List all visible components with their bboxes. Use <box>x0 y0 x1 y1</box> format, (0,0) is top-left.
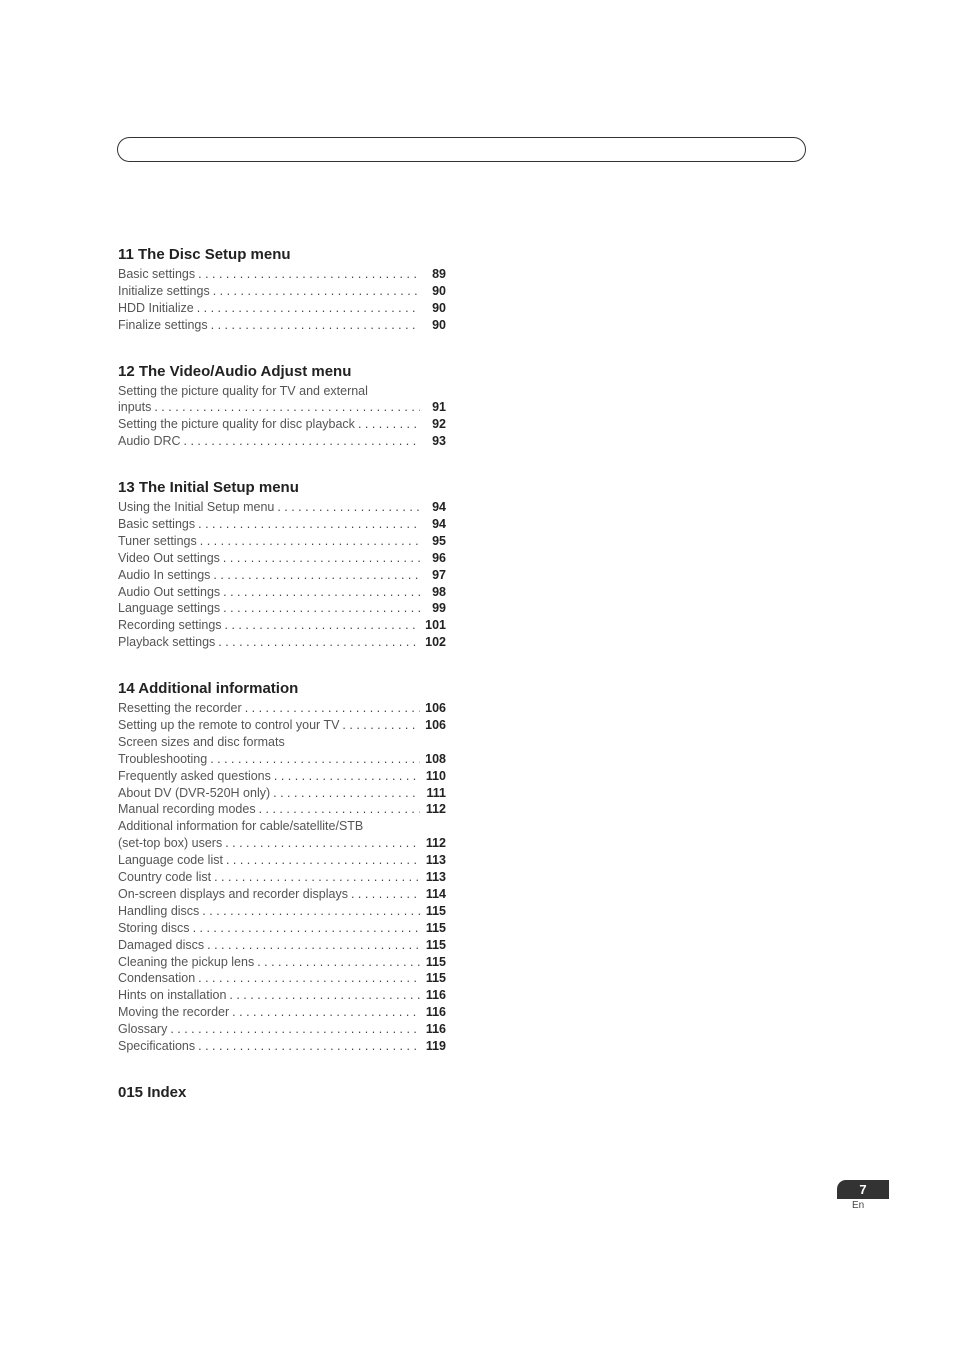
dot-leader <box>198 1038 420 1055</box>
toc-entry[interactable] <box>118 852 446 869</box>
toc-entry[interactable] <box>118 617 446 634</box>
toc-entry-page: 116 <box>425 1022 446 1037</box>
dot-leader <box>207 937 420 954</box>
dot-leader <box>198 516 420 533</box>
toc-entry-page: 98 <box>432 584 446 599</box>
toc-entry-page: 90 <box>432 283 446 298</box>
toc-entry-label: Condensation <box>118 971 196 986</box>
toc-entry-page: 115 <box>425 971 446 986</box>
toc-section <box>118 363 446 451</box>
dot-leader <box>223 600 420 617</box>
toc-entry[interactable] <box>118 954 446 971</box>
section-title[interactable]: 13 The Initial Setup menu <box>118 479 299 497</box>
toc-entry-label: Audio In settings <box>118 567 211 582</box>
toc-entry-label: On-screen displays and recorder displays <box>118 886 348 901</box>
toc-entry-page: 106 <box>425 701 446 716</box>
toc-section <box>118 246 446 334</box>
toc-entry[interactable] <box>118 433 446 450</box>
toc-entry-page: 106 <box>425 718 446 733</box>
toc-entry-label: Manual recording modes <box>118 802 256 817</box>
toc-entry-page: 116 <box>425 1005 446 1020</box>
toc-entry[interactable] <box>118 734 446 751</box>
section-title[interactable]: 12 The Video/Audio Adjust menu <box>118 362 352 380</box>
toc-entry[interactable] <box>118 886 446 903</box>
toc-entry-page: 115 <box>425 954 446 969</box>
toc-entry-label: Additional information for cable/satellite/STB <box>118 819 364 834</box>
toc-entry-label: Resetting the recorder <box>118 701 242 716</box>
toc-entry-label: Video Out settings <box>118 550 220 565</box>
toc-entry[interactable] <box>118 920 446 937</box>
dot-leader <box>232 1004 420 1021</box>
toc-entry-label: Hints on installation <box>118 988 227 1003</box>
toc-entry[interactable] <box>118 283 446 300</box>
dot-leader <box>211 317 420 334</box>
toc-entry[interactable] <box>118 584 446 601</box>
toc-entry-page: 115 <box>425 903 446 918</box>
toc-entry-page: 89 <box>432 267 446 281</box>
toc-entry-label: Playback settings <box>118 635 216 650</box>
toc-entry-page: 90 <box>432 300 446 315</box>
toc-entry-label: Basic settings <box>118 517 196 532</box>
dot-leader <box>245 700 420 717</box>
toc-entry-label: Using the Initial Setup menu <box>118 500 275 515</box>
toc-entry-label: Recording settings <box>118 618 222 633</box>
toc-entry[interactable] <box>118 801 446 818</box>
language-label: En <box>852 1200 865 1211</box>
toc-entry-label: Tuner settings <box>118 533 197 548</box>
toc-entry-page: 113 <box>425 870 446 885</box>
toc-entry-label: Initialize settings <box>118 283 210 298</box>
toc-entry-page: 116 <box>425 988 446 1003</box>
toc-entry-page: 115 <box>425 920 446 935</box>
toc-entry-page: 108 <box>425 751 446 766</box>
toc-entry[interactable] <box>118 1021 446 1038</box>
toc-entry-page: 110 <box>425 768 446 783</box>
toc-entry-page: 94 <box>432 517 446 532</box>
toc-entry-label: Setting the picture quality for disc playback <box>118 417 355 432</box>
toc-entry-label: Storing discs <box>118 920 190 935</box>
toc-section <box>118 680 446 1055</box>
dot-leader <box>170 1021 420 1038</box>
toc-entry-page: 99 <box>432 601 446 616</box>
toc-entry[interactable] <box>118 567 446 584</box>
toc-entry[interactable] <box>118 600 446 617</box>
dot-leader <box>259 801 420 818</box>
dot-leader <box>274 768 420 785</box>
toc-entry[interactable] <box>118 266 446 283</box>
dot-leader <box>223 584 420 601</box>
toc-entry-label: Handling discs <box>118 903 200 918</box>
dot-leader <box>197 300 420 317</box>
dot-leader <box>213 283 420 300</box>
dot-leader <box>225 617 420 634</box>
toc-entry-page: 112 <box>425 802 446 817</box>
toc-entry[interactable] <box>118 1038 446 1055</box>
toc-entry[interactable] <box>118 700 446 717</box>
toc-entry[interactable] <box>118 550 446 567</box>
toc-entry[interactable] <box>118 903 446 920</box>
dot-leader <box>154 399 420 416</box>
toc-entry[interactable] <box>118 634 446 651</box>
dot-leader <box>277 499 420 516</box>
toc-entry[interactable] <box>118 499 446 516</box>
toc-entry-label: Finalize settings <box>118 317 208 332</box>
toc-entry[interactable] <box>118 1004 446 1021</box>
toc-entry-page: 113 <box>425 853 446 868</box>
toc-entry-page: 119 <box>425 1038 446 1053</box>
toc-entry-label: (set-top box) users <box>118 836 223 851</box>
toc-entry-label: Basic settings <box>118 267 196 281</box>
dot-leader <box>223 550 420 567</box>
dot-leader <box>225 835 420 852</box>
toc-entry-page: 102 <box>425 635 446 650</box>
dot-leader <box>198 970 420 987</box>
toc-entry-page: 97 <box>432 567 446 582</box>
toc-entry-label: Screen sizes and disc formats <box>118 734 285 749</box>
dot-leader <box>273 785 420 802</box>
dot-leader <box>200 533 420 550</box>
toc-entry-page: 112 <box>425 836 446 851</box>
toc-entry-label: Language code list <box>118 853 223 868</box>
toc-entry[interactable] <box>118 818 446 835</box>
toc-entry-label: Language settings <box>118 601 221 616</box>
dot-leader <box>257 954 420 971</box>
toc-entry-label: inputs <box>118 400 152 415</box>
toc-entry-page: 92 <box>432 417 446 432</box>
dot-leader <box>218 634 420 651</box>
toc-entry[interactable] <box>118 970 446 987</box>
toc-entry[interactable] <box>118 869 446 886</box>
toc-entry[interactable] <box>118 300 446 317</box>
toc-entry[interactable] <box>118 717 446 734</box>
toc-entry-label: Specifications <box>118 1038 196 1053</box>
toc-entry-label: HDD Initialize <box>118 300 194 315</box>
dot-leader <box>351 886 420 903</box>
toc-entry-page: 101 <box>425 618 446 633</box>
dot-leader <box>202 903 420 920</box>
toc-entry[interactable] <box>118 416 446 433</box>
toc-entry-page: 90 <box>432 317 446 332</box>
dot-leader <box>210 751 420 768</box>
toc-section <box>118 479 446 651</box>
toc-entry[interactable] <box>118 768 446 785</box>
toc-entry-label: Glossary <box>118 1022 168 1037</box>
toc-entry-label: About DV (DVR-520H only) <box>118 785 271 800</box>
toc-entry-page: 91 <box>432 400 446 415</box>
toc-entry[interactable] <box>118 937 446 954</box>
index-title[interactable]: 015 Index <box>118 1083 187 1101</box>
toc-entry-page: 93 <box>432 434 446 449</box>
toc-entry-label: Country code list <box>118 870 212 885</box>
section-title[interactable]: 14 Additional information <box>118 680 299 698</box>
toc-entry[interactable] <box>118 785 446 802</box>
dot-leader <box>342 717 420 734</box>
toc-entry-label: Frequently asked questions <box>118 768 271 783</box>
toc-entry[interactable] <box>118 383 446 400</box>
toc-entry[interactable] <box>118 533 446 550</box>
toc-entry[interactable] <box>118 399 446 416</box>
dot-leader <box>213 567 420 584</box>
toc-entry-label: Audio DRC <box>118 434 181 449</box>
toc-entry-page: 111 <box>426 785 446 800</box>
section-title[interactable]: 11 The Disc Setup menu <box>118 246 291 263</box>
table-of-contents <box>118 246 446 1102</box>
toc-entry-label: Damaged discs <box>118 937 205 952</box>
toc-entry-label: Setting up the remote to control your TV <box>118 718 340 733</box>
toc-entry[interactable] <box>118 516 446 533</box>
toc-entry-label: Audio Out settings <box>118 584 221 599</box>
toc-entry[interactable] <box>118 835 446 852</box>
dot-leader <box>198 266 420 283</box>
header-bar <box>117 137 806 162</box>
dot-leader <box>226 852 420 869</box>
toc-entry[interactable] <box>118 751 446 768</box>
dot-leader <box>184 433 420 450</box>
toc-entry[interactable] <box>118 987 446 1004</box>
toc-entry-page: 115 <box>425 937 446 952</box>
dot-leader <box>193 920 420 937</box>
page-number-badge: 7 <box>837 1180 889 1199</box>
toc-entry-page: 95 <box>432 533 446 548</box>
dot-leader <box>358 416 420 433</box>
toc-sections <box>118 246 446 1055</box>
toc-entry[interactable] <box>118 317 446 334</box>
toc-entry-label: Moving the recorder <box>118 1005 230 1020</box>
toc-entry-label: Cleaning the pickup lens <box>118 954 255 969</box>
toc-entry-page: 94 <box>432 500 446 515</box>
dot-leader <box>214 869 420 886</box>
dot-leader <box>229 987 420 1004</box>
toc-entry-page: 96 <box>432 550 446 565</box>
toc-entry-label: Troubleshooting <box>118 751 208 766</box>
toc-entry-label: Setting the picture quality for TV and external <box>118 383 368 398</box>
toc-entry-page: 114 <box>425 886 446 901</box>
